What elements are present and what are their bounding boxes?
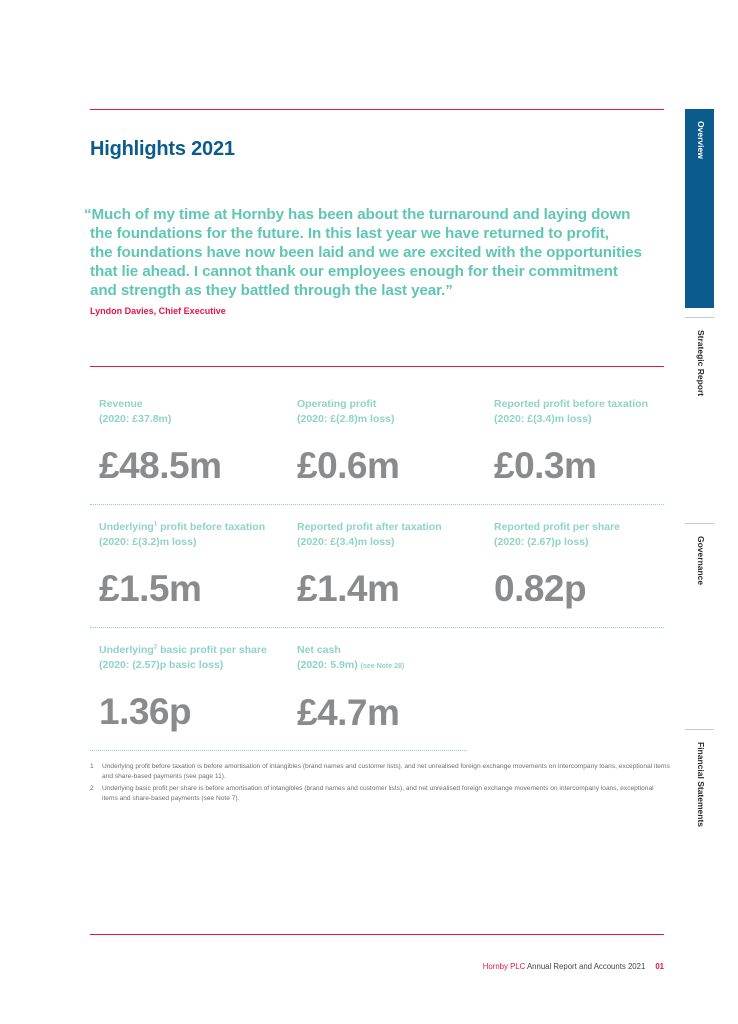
kpi-label-text: Underlying <box>99 644 154 656</box>
tab-label: Financial Statements <box>696 742 706 828</box>
kpi-value: 1.36p <box>99 691 192 732</box>
tab-financial-statements[interactable] <box>685 729 714 933</box>
kpi-label: Revenue <box>99 398 143 410</box>
kpi-value: £48.5m <box>99 445 222 486</box>
kpi-value: £1.4m <box>297 568 400 609</box>
kpi-value: £4.7m <box>297 692 400 733</box>
footnote-text: Underlying profit before taxation is before amortisation of intangibles (brand names and customer lists), and net unrealised foreign exchange movements on intercompany loans, exceptional items and share-based payments (see page 11). <box>102 763 670 780</box>
kpi-label-text: Underlying <box>99 521 154 533</box>
quote-line: the foundations for the future. In this last year we have returned to profit, <box>90 225 609 242</box>
kpi-label: Operating profit <box>297 398 377 410</box>
kpi-comparison <box>297 658 487 674</box>
kpi-label <box>99 643 289 658</box>
kpi-net-cash <box>297 643 487 733</box>
kpi-reported-profit-after-tax <box>297 520 487 609</box>
kpi-comparison-text: (2020: 5.9m) <box>297 659 358 671</box>
quote-line: and strength as they battled through the last year.” <box>90 282 453 299</box>
tab-label: Governance <box>696 536 706 586</box>
quote-attribution: Lyndon Davies, Chief Executive <box>90 306 226 316</box>
footnote <box>90 784 670 804</box>
kpi-value: 0.82p <box>494 568 587 609</box>
tab-strategic-report[interactable] <box>685 317 714 515</box>
footnotes <box>90 762 670 806</box>
kpi-reported-profit-per-share <box>494 520 684 609</box>
quote-line: the foundations have now been laid and we are excited with the opportunities <box>90 244 642 261</box>
footnote-text: Underlying basic profit per share is before amortisation of intangibles (brand names and customer lists), and net unrealised foreign exchange movements on intercompany loans, exceptional items and share-based payments (see Note 7). <box>102 785 654 802</box>
footnote-divider <box>90 750 467 751</box>
kpi-value: £0.6m <box>297 445 400 486</box>
kpi-comparison: (2020: £(3.4)m loss) <box>494 413 592 425</box>
tab-overview[interactable] <box>685 109 714 308</box>
kpi-label-text: basic profit per share <box>157 644 267 656</box>
footnote-ref: 2 <box>153 644 158 651</box>
kpi-label: Net cash <box>297 644 341 656</box>
footer-doc-title: Annual Report and Accounts 2021 <box>525 962 646 971</box>
footnote <box>90 762 670 782</box>
chief-executive-quote <box>84 205 644 300</box>
kpi-operating-profit <box>297 397 487 486</box>
kpi-comparison: (2020: (2.57)p basic loss) <box>99 659 224 671</box>
kpi-label: Reported profit after taxation <box>297 521 442 533</box>
footnote-ref: 1 <box>153 521 158 528</box>
kpi-revenue <box>99 397 289 486</box>
quote-bottom-rule <box>90 366 664 367</box>
tab-label: Overview <box>696 121 706 159</box>
footnote-number: 2 <box>90 785 94 792</box>
kpi-label: Reported profit before taxation <box>494 398 649 410</box>
footnote-number: 1 <box>90 763 94 770</box>
page-title: Highlights 2021 <box>90 138 235 160</box>
footer-brand: Hornby PLC <box>482 962 526 971</box>
kpi-value: £1.5m <box>99 568 202 609</box>
kpi-comparison: (2020: £(3.4)m loss) <box>297 536 395 548</box>
kpi-underlying-basic-profit-per-share <box>99 643 289 732</box>
kpi-label-text: profit before taxation <box>157 521 266 533</box>
kpi-reported-profit-before-tax <box>494 397 684 486</box>
kpi-row-divider-2 <box>90 627 664 628</box>
top-rule <box>90 109 664 110</box>
kpi-comparison: (2020: £(2.8)m loss) <box>297 413 395 425</box>
tab-governance[interactable] <box>685 523 714 721</box>
kpi-label <box>99 520 289 535</box>
bottom-rule <box>90 934 664 935</box>
kpi-row-divider-1 <box>90 504 664 505</box>
kpi-comparison: (2020: £37.8m) <box>99 413 172 425</box>
kpi-underlying-profit-before-tax <box>99 520 289 609</box>
kpi-comparison: (2020: (2.67)p loss) <box>494 536 589 548</box>
kpi-note-link: (see Note 28) <box>360 663 405 670</box>
quote-line: “Much of my time at Hornby has been about the turnaround and laying down <box>84 206 631 223</box>
quote-line: that lie ahead. I cannot thank our employees enough for their commitment <box>90 263 618 280</box>
kpi-comparison: (2020: £(3.2)m loss) <box>99 536 197 548</box>
tab-label: Strategic Report <box>696 330 706 397</box>
kpi-label: Reported profit per share <box>494 521 621 533</box>
kpi-value: £0.3m <box>494 445 597 486</box>
page-number: 01 <box>655 962 664 971</box>
page-footer <box>483 962 664 971</box>
